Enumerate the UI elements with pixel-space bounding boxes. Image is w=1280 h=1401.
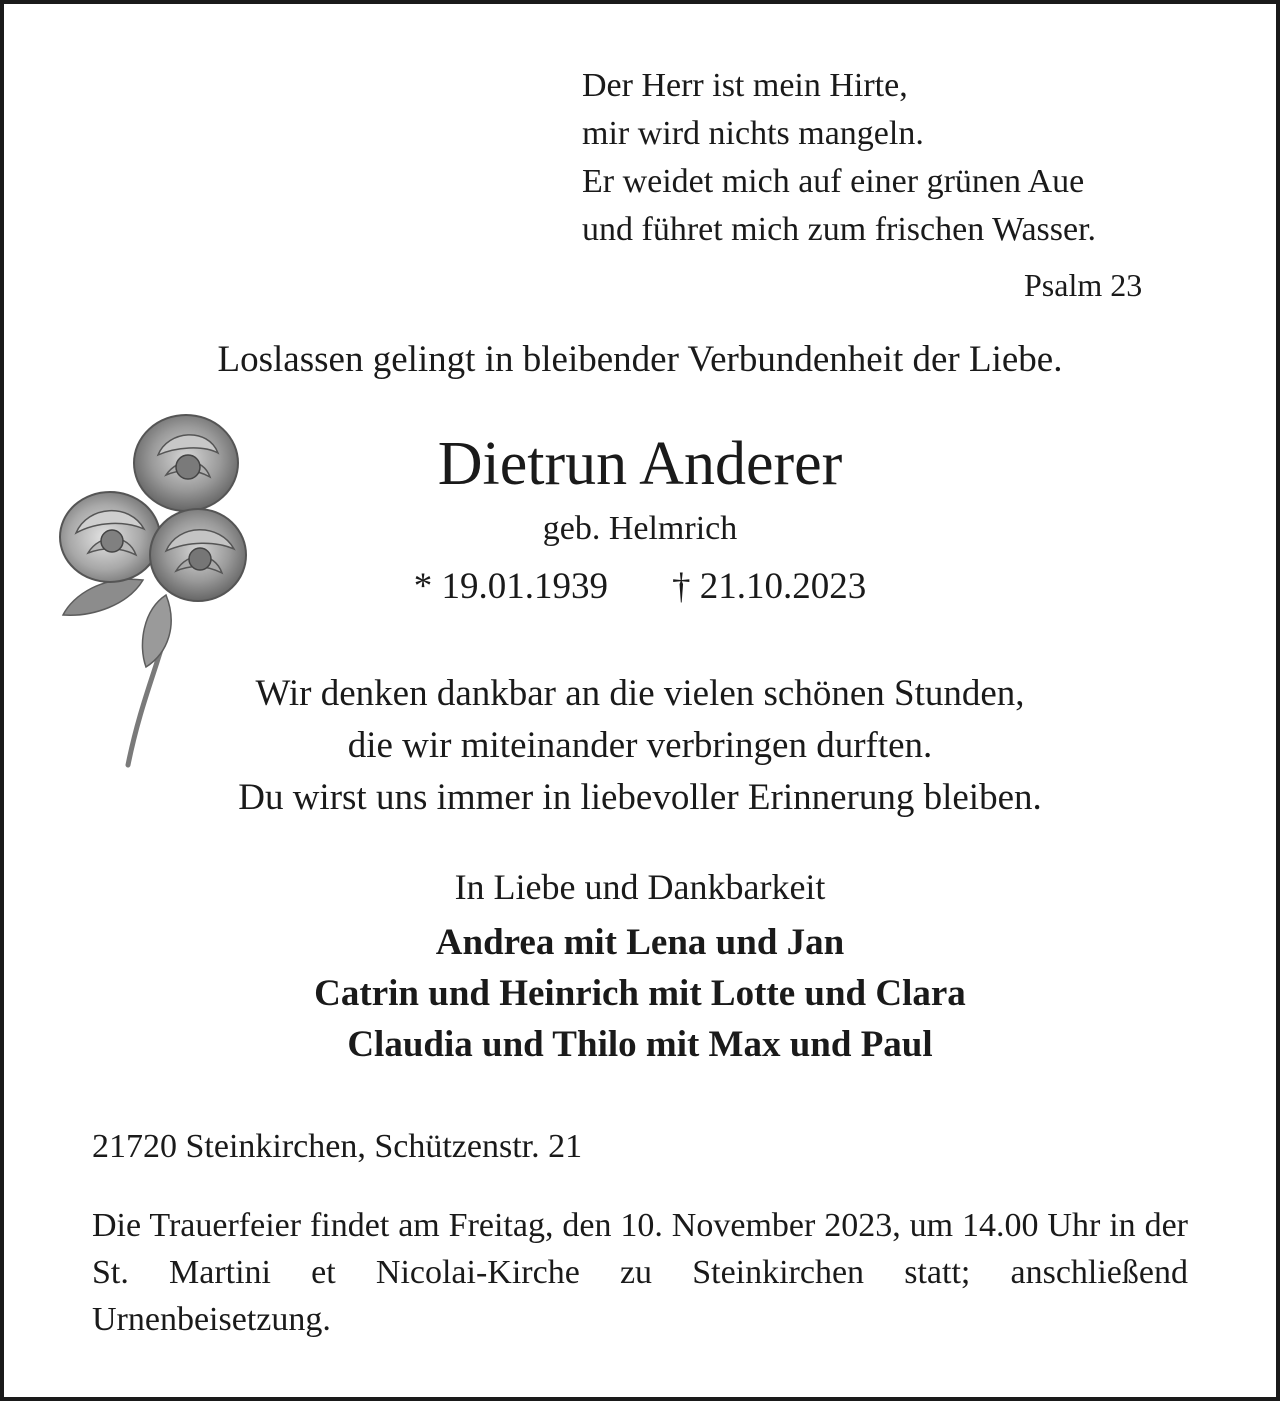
deceased-name: Dietrun Anderer <box>437 430 843 498</box>
family-line: Catrin und Heinrich mit Lotte und Clara <box>314 973 966 1014</box>
psalm-quote <box>582 62 1096 254</box>
remembrance-line: Du wirst uns immer in liebevoller Erinnerung bleiben. <box>238 777 1042 818</box>
life-dates <box>0 564 1280 610</box>
psalm-line: Er weidet mich auf einer grünen Aue <box>582 163 1085 200</box>
death-date: † 21.10.2023 <box>672 566 867 607</box>
birth-date: * 19.01.1939 <box>413 566 608 607</box>
psalm-line: Der Herr ist mein Hirte, <box>582 67 908 104</box>
psalm-line: und führet mich zum frischen Wasser. <box>582 211 1097 248</box>
family-line: Andrea mit Lena und Jan <box>435 922 845 963</box>
remembrance-line: die wir miteinander verbringen durften. <box>347 725 933 766</box>
funeral-service-info: Die Trauerfeier findet am Freitag, den 10. November 2023, um 14.00 Uhr in der St. Martini et Nicolai-Kirche zu Steinkirchen statt; anschließend Urnenbeisetzung. <box>92 1207 1188 1338</box>
psalm-reference: Psalm 23 <box>1024 267 1143 303</box>
address: 21720 Steinkirchen, Schützenstr. 21 <box>92 1128 583 1165</box>
remembrance-line: Wir denken dankbar an die vielen schönen Stunden, <box>255 673 1025 714</box>
family-line: Claudia und Thilo mit Max und Paul <box>347 1024 933 1065</box>
motto: Loslassen gelingt in bleibender Verbundenheit der Liebe. <box>217 339 1063 380</box>
remembrance-text <box>0 668 1280 824</box>
family-list <box>0 917 1280 1070</box>
psalm-line: mir wird nichts mangeln. <box>582 115 924 152</box>
closing-phrase: In Liebe und Dankbarkeit <box>454 867 826 907</box>
birth-name: geb. Helmrich <box>542 510 738 547</box>
